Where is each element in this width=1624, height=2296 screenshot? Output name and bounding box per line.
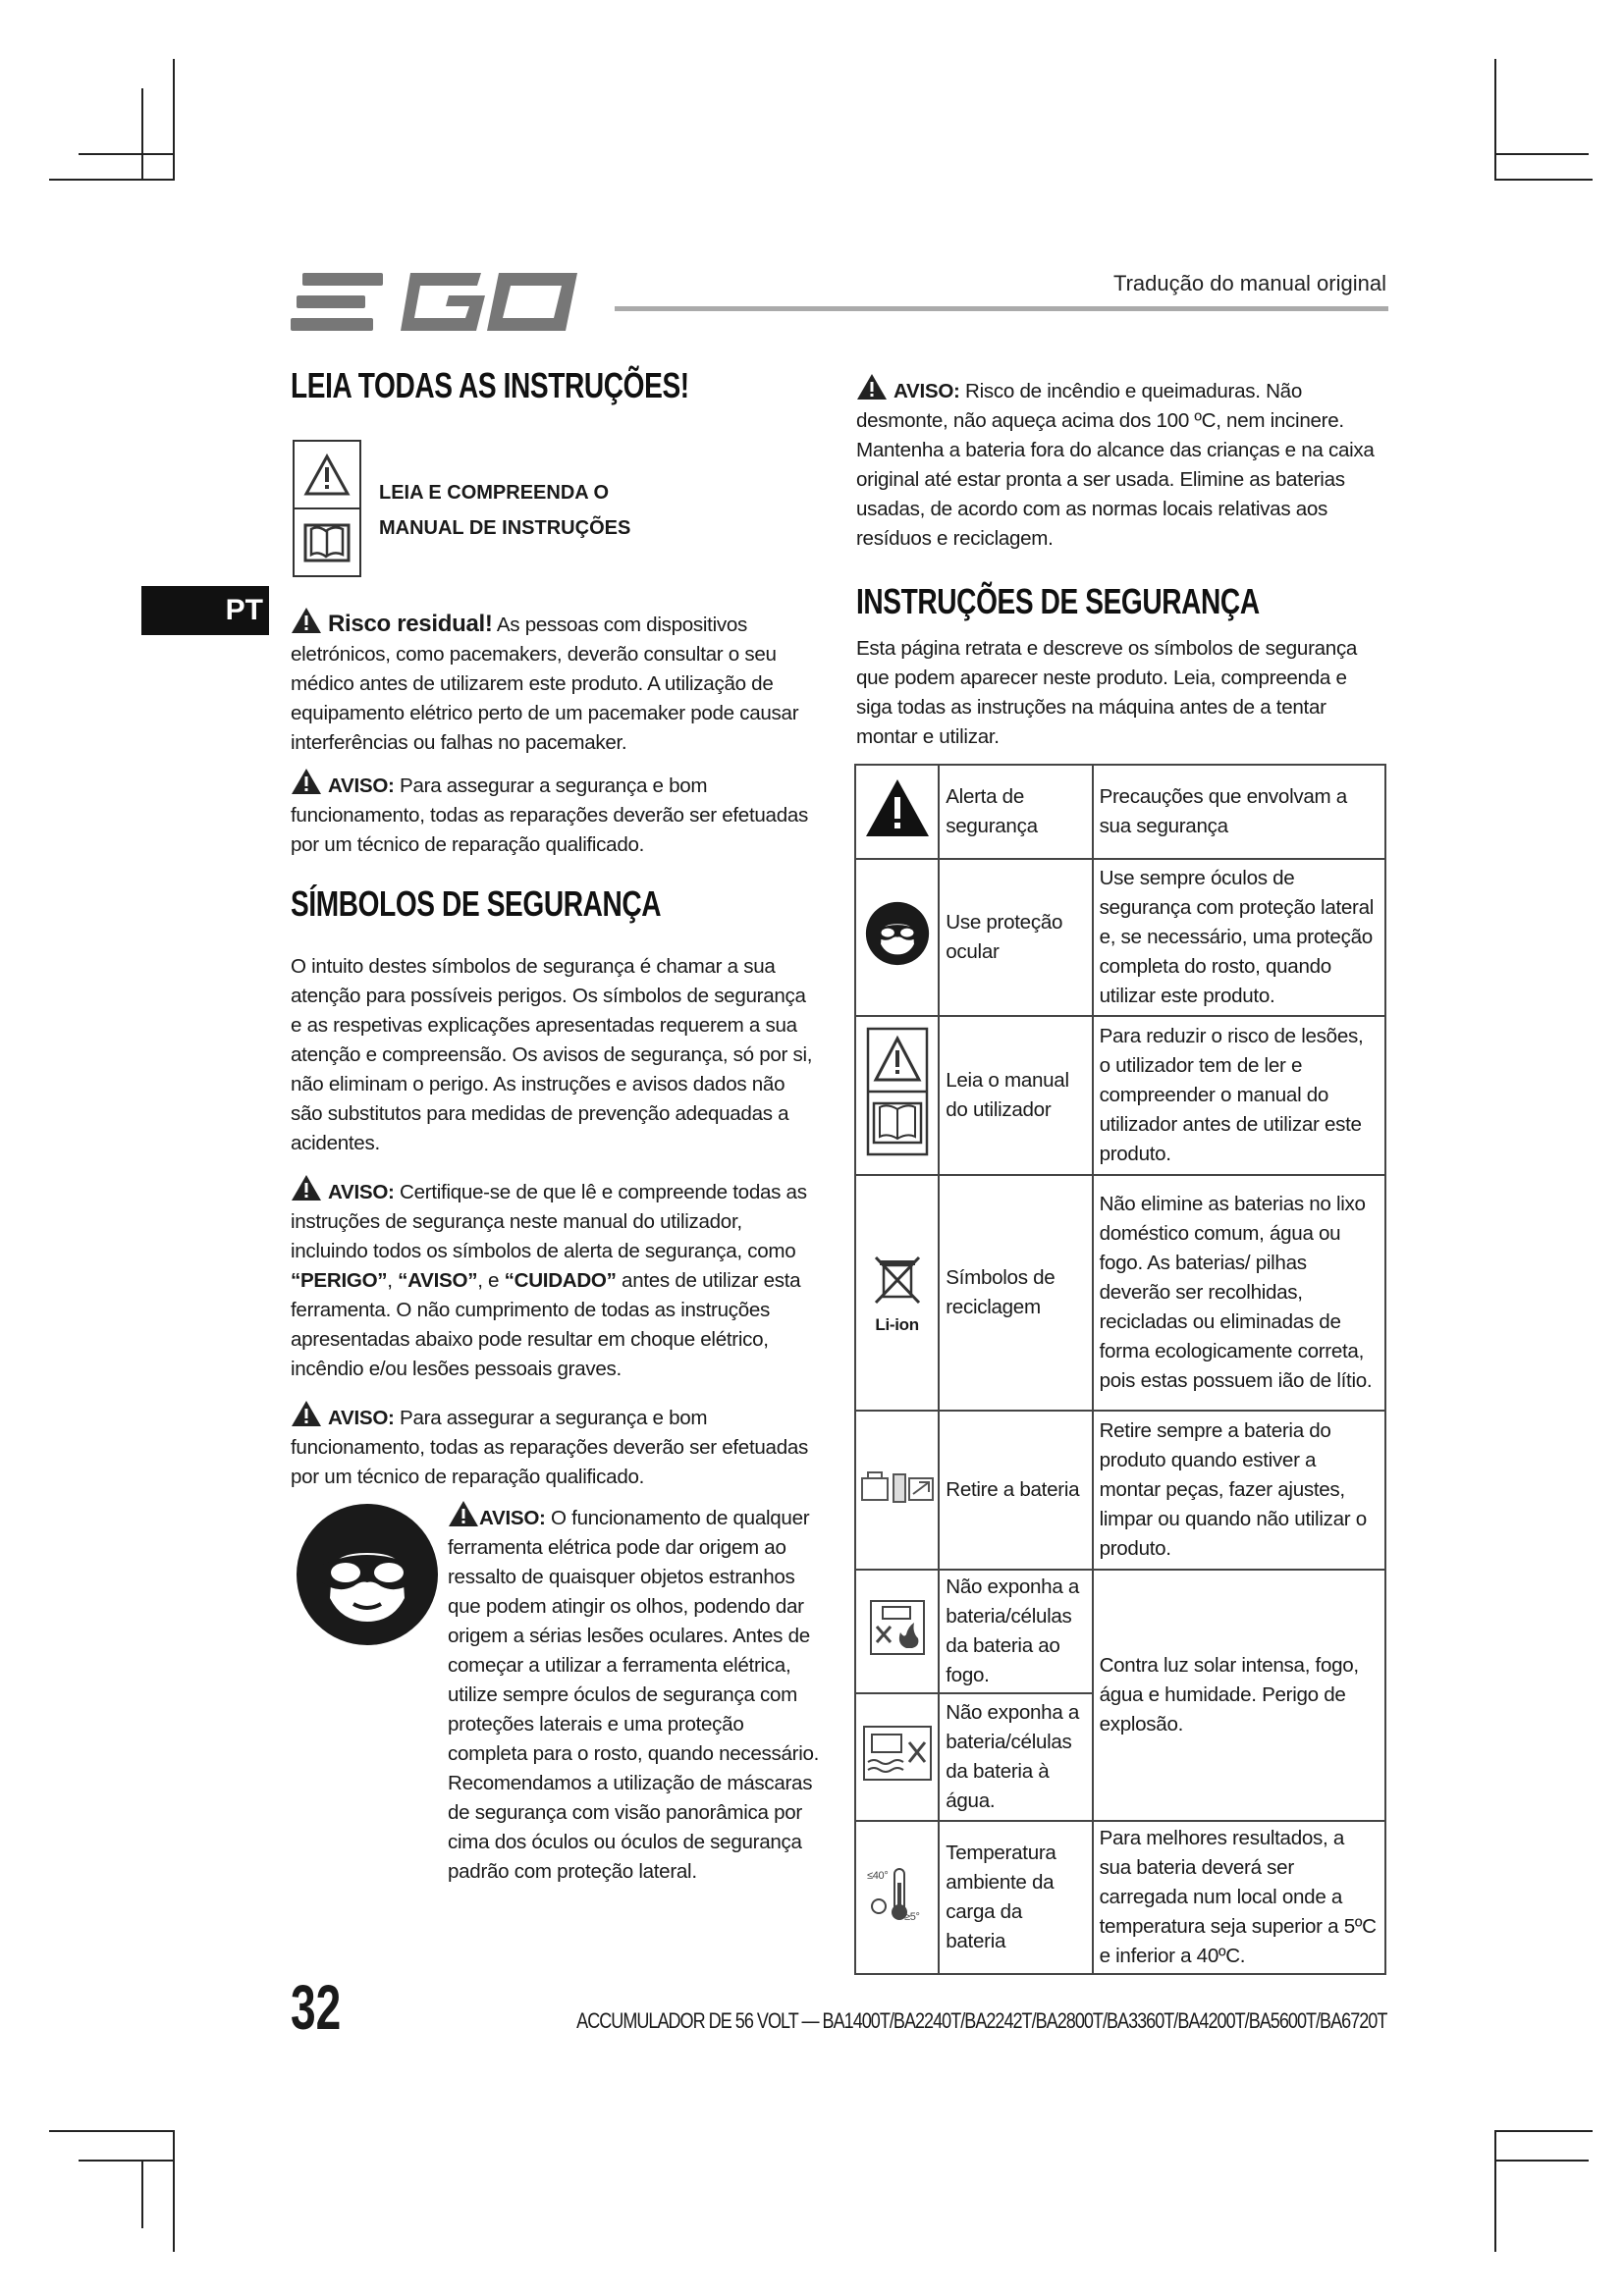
table-row	[855, 859, 1385, 1016]
book-icon	[302, 521, 352, 564]
aviso-lead: AVISO:	[328, 1407, 395, 1429]
aviso-repairs-paragraph	[291, 768, 821, 860]
crop-mark	[1494, 2130, 1593, 2132]
symbol-description: Não elimine as baterias no lixo doméstico comum, água ou fogo. As baterias/ pilhas deverão ser recolhidas, recicladas ou eliminadas de forma ecologicamente correta, pois estas possuem ião de lítio.	[1093, 1175, 1385, 1411]
residual-risk-text: As pessoas com dispositivos eletrónicos, como pacemakers, deverão consultar o seu médico antes de utilizarem este produto. A utilização de equipamento elétrico perto de um pacemaker pode causar interferências ou falhas no pacemaker.	[291, 614, 799, 754]
safety-symbols-table	[854, 764, 1386, 1975]
goggles-icon	[865, 901, 930, 966]
table-row	[855, 765, 1385, 859]
goggles-icon	[295, 1502, 440, 1647]
table-row	[855, 1570, 1385, 1693]
warning-triangle-icon	[448, 1500, 479, 1527]
heading-safety-instructions: INSTRUÇÕES DE SEGURANÇA	[856, 581, 1260, 621]
symbol-cell	[855, 1693, 939, 1821]
symbols-intro: O intuito destes símbolos de segurança é chamar a sua atenção para possíveis perigos. Os símbolos de segurança e as respetivas explicações apresentadas requerem a sua atenção e compreensão. Os avisos de segurança, só por si, não eliminam o perigo. As instruções e avisos dados não são substitutos para medidas de prevenção adequadas a acidentes.	[291, 955, 813, 1154]
symbol-description: Precauções que envolvam a sua segurança	[1093, 765, 1385, 859]
aviso-lead: AVISO:	[328, 774, 395, 797]
aviso-fire-paragraph	[856, 373, 1386, 554]
symbol-description: Use sempre óculos de segurança com proteção lateral e, se necessário, uma proteção completa do rosto, quando utilizar este produto.	[1093, 859, 1385, 1016]
crop-mark	[141, 2160, 143, 2228]
read-manual-icon	[866, 1027, 929, 1156]
recycling-bin-icon	[870, 1252, 925, 1307]
symbol-cell	[855, 1016, 939, 1175]
aviso-eye-protection-paragraph	[448, 1500, 821, 1887]
symbol-description: Para melhores resultados, a sua bateria deverá ser carregada num local onde a temperatura seja superior a 5ºC e inferior a 40ºC.	[1093, 1821, 1385, 1974]
heading-read-all: LEIA TODAS AS INSTRUÇÕES!	[291, 365, 689, 405]
crop-mark	[1494, 179, 1593, 181]
crop-mark	[1494, 59, 1496, 181]
ego-logo	[289, 271, 583, 334]
table-row	[855, 1175, 1385, 1411]
crop-mark	[79, 2160, 173, 2162]
li-ion-label: Li-ion	[875, 1314, 919, 1334]
symbol-name: Não exponha a bateria/células da bateria à água.	[939, 1693, 1092, 1821]
symbol-cell	[855, 859, 939, 1016]
symbol-description: Contra luz solar intensa, fogo, água e humidade. Perigo de explosão.	[1093, 1570, 1385, 1821]
crop-mark	[1494, 2130, 1496, 2252]
footer-product-models: ACCUMULADOR DE 56 VOLT — BA1400T/BA2240T/BA2242T/BA2800T/BA3360T/BA4200T/BA5600T/BA6720T	[575, 2008, 1386, 2033]
symbol-cell	[855, 1411, 939, 1570]
cuidado-term: “CUIDADO”	[504, 1269, 617, 1292]
read-manual-symbol	[293, 440, 361, 577]
warning-triangle-icon	[291, 1174, 322, 1201]
symbol-cell	[855, 1175, 939, 1411]
crop-mark	[79, 153, 173, 155]
warning-triangle-icon	[864, 777, 931, 838]
symbol-name: Não exponha a bateria/células da bateria ao fogo.	[939, 1570, 1092, 1693]
symbol-name: Retire a bateria	[939, 1411, 1092, 1570]
read-manual-label	[379, 475, 630, 546]
crop-mark	[173, 59, 175, 181]
header-rule	[615, 306, 1388, 311]
aviso-text: O funcionamento de qualquer ferramenta elétrica pode dar origem ao ressalto de quaisquer objetos estranhos que podem atingir os olhos, podendo dar origem a sérias lesões oculares. Antes de começar a utilizar a ferramenta elétrica, utilize sempre óculos de segurança com proteções laterais e uma proteção completa para o rosto, quando necessário. Recomendamos a utilização de máscaras de segurança com visão panorâmica por cima dos óculos ou óculos de segurança padrão com proteção lateral.	[448, 1507, 820, 1883]
symbol-name: Símbolos de reciclagem	[939, 1175, 1092, 1411]
table-row	[855, 1821, 1385, 1974]
separator: ,	[387, 1269, 399, 1292]
crop-mark	[49, 2130, 175, 2132]
safety-instructions-intro: Esta página retrata e descreve os símbolos de segurança que podem aparecer neste produto. Leia, compreenda e siga todas as instruções na máquina antes de a tentar montar e utilizar.	[856, 637, 1358, 748]
aviso-term: “AVISO”	[398, 1269, 478, 1292]
crop-mark	[173, 2130, 175, 2252]
perigo-term: “PERIGO”	[291, 1269, 388, 1292]
heading-safety-symbols: SÍMBOLOS DE SEGURANÇA	[291, 883, 662, 924]
warning-triangle-icon	[291, 1400, 322, 1427]
symbol-name: Temperatura ambiente da carga da bateria	[939, 1821, 1092, 1974]
aviso-repairs-paragraph-2	[291, 1400, 821, 1492]
symbol-description: Retire sempre a bateria do produto quando estiver a montar peças, fazer ajustes, limpar ou quando não utilizar o produto.	[1093, 1411, 1385, 1570]
aviso-lead: AVISO:	[479, 1507, 546, 1529]
symbol-cell	[855, 765, 939, 859]
read-manual-label-line1: LEIA E COMPREENDA O	[379, 482, 610, 504]
warning-triangle-icon	[303, 454, 351, 497]
table-row	[855, 1411, 1385, 1570]
read-manual-label-line2: MANUAL DE INSTRUÇÕES	[379, 517, 631, 539]
language-tab: PT	[141, 586, 269, 635]
symbol-description: Para reduzir o risco de lesões, o utilizador tem de ler e compreender o manual do utilizador antes de utilizar este produto.	[1093, 1016, 1385, 1175]
warning-triangle-icon	[291, 607, 322, 634]
aviso-text: Certifique-se de que lê e compreende todas as instruções de segurança neste manual do utilizador, incluindo todos os símbolos de alerta de segurança, como	[291, 1181, 807, 1262]
warning-triangle-icon	[291, 768, 322, 795]
temperature-icon	[865, 1863, 930, 1924]
temp-min-label: ≥5°	[903, 1910, 920, 1923]
symbol-name: Alerta de segurança	[939, 765, 1092, 859]
crop-mark	[49, 179, 175, 181]
separator: , e	[477, 1269, 505, 1292]
aviso-text: Para assegurar a segurança e bom funcionamento, todas as reparações deverão ser efetuadas por um técnico de reparação qualificado.	[291, 1407, 808, 1488]
no-fire-icon	[869, 1599, 926, 1656]
temp-max-label: ≤40°	[866, 1869, 889, 1882]
page-number: 32	[291, 1972, 342, 2043]
aviso-text: Risco de incêndio e queimaduras. Não desmonte, não aqueça acima dos 100 ºC, nem incinere. Mantenha a bateria fora do alcance das crianças e na caixa original até estar pronta a ser usada. Elimine as baterias usadas, de acordo com as normas locais relativas aos resíduos e reciclagem.	[856, 380, 1375, 550]
crop-mark	[141, 88, 143, 181]
aviso-lead: AVISO:	[328, 1181, 395, 1203]
residual-risk-lead: Risco residual!	[328, 611, 493, 637]
header-title: Tradução do manual original	[1112, 271, 1386, 295]
residual-risk-paragraph	[291, 607, 821, 758]
crop-mark	[1494, 2160, 1589, 2162]
crop-mark	[1494, 153, 1589, 155]
aviso-lead: AVISO:	[893, 380, 960, 402]
aviso-text: antes de utilizar esta ferramenta. O não cumprimento de todas as instruções apresentadas abaixo pode resultar em choque elétrico, incêndio e/ou lesões pessoais graves.	[291, 1269, 801, 1380]
no-water-icon	[862, 1725, 933, 1782]
aviso-read-instructions-paragraph	[291, 1174, 821, 1384]
warning-triangle-icon	[856, 373, 888, 400]
aviso-text: Para assegurar a segurança e bom funcionamento, todas as reparações deverão ser efetuadas por um técnico de reparação qualificado.	[291, 774, 808, 856]
symbol-cell	[855, 1821, 939, 1974]
symbol-name: Use proteção ocular	[939, 859, 1092, 1016]
symbol-cell	[855, 1570, 939, 1693]
remove-battery-icon	[858, 1467, 937, 1506]
table-row	[855, 1016, 1385, 1175]
symbol-name: Leia o manual do utilizador	[939, 1016, 1092, 1175]
